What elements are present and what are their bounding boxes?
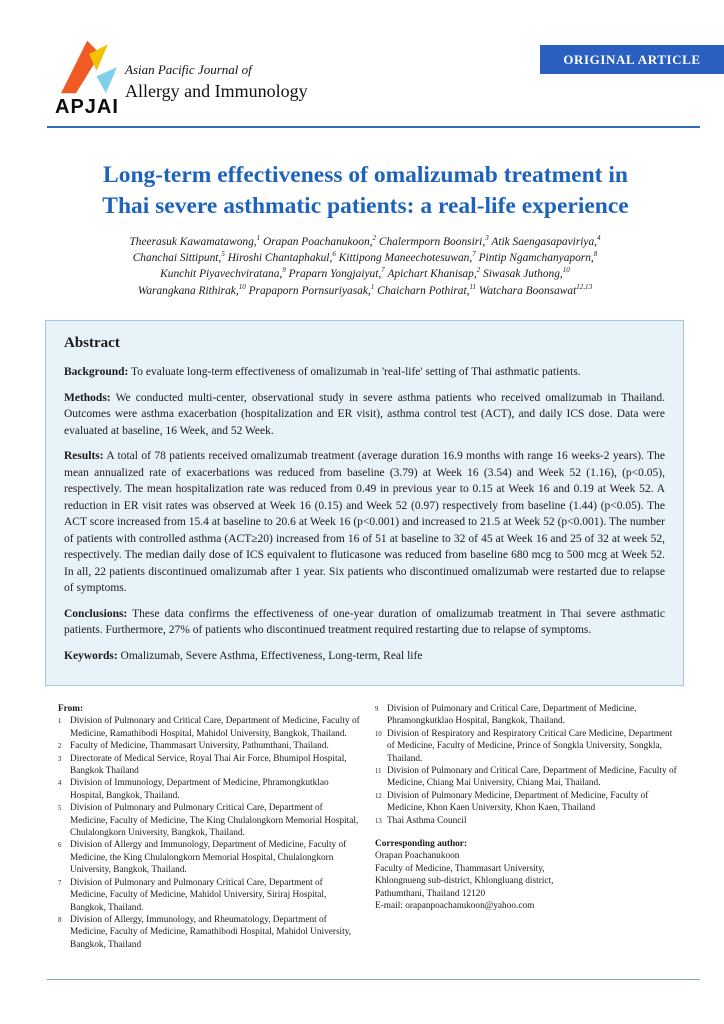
- article-type-badge: ORIGINAL ARTICLE: [540, 45, 724, 74]
- abstract-conclusions-label: Conclusions:: [64, 607, 128, 620]
- affiliation-item: 9 Division of Pulmonary and Critical Care, Department of Medicine, Phramongkutklao Hospital, Bangkok, Thailand.: [375, 704, 637, 727]
- affiliations-section: [58, 703, 678, 951]
- journal-name: [125, 62, 308, 103]
- article-title-line1: Long-term effectiveness of omalizumab treatment in: [103, 162, 628, 188]
- affiliation-list-right: [375, 703, 678, 827]
- affiliation-item: 8 Division of Allergy, Immunology, and Rheumatology, Department of Medicine, Faculty of Medicine, Ramathibodi Hospital, Mahidol University, Bangkok, Thailand: [58, 914, 352, 950]
- affiliation-item: 3 Directorate of Medical Service, Royal Thai Air Force, Bhumipol Hospital, Bangkok Thailand: [58, 753, 347, 777]
- author-list: [40, 234, 690, 299]
- corresponding-author-block: [375, 838, 678, 912]
- corresponding-author-line: Khlongnueng sub-district, Khlongluang district,: [375, 876, 554, 887]
- abstract-methods-text: We conducted multi-center, observational study in severe asthma patients who received omalizumab in Thailand. Outcomes were asthma exacerbation (hospitalization and ER visit), asthma control test (ACT), and daily ICS dose. Data were evaluated at baseline, 16 Week, and 52 Week.: [64, 391, 665, 437]
- abstract-keywords: [64, 648, 665, 665]
- author-line: Warangkana Rithirak,$^{10}$ Prapaporn Pornsuriyasak,$^1$ Chaicharn Pothirat,$^{11}$ Watchara Boonsawat$^{12,13}$: [137, 282, 593, 297]
- abstract-conclusions: [64, 606, 665, 639]
- corresponding-author-line: E-mail: orapanpoachanukoon@yahoo.com: [375, 901, 535, 912]
- journal-name-line1: Asian Pacific Journal of: [125, 62, 252, 77]
- affiliations-left-column: [58, 703, 361, 951]
- affiliation-item: 5 Division of Pulmonary and Pulmonary Critical Care, Department of Medicine, Faculty of Medicine, The King Chulalongkorn Memorial Hospital, Chulalongkorn University, Bangkok, Thailand.: [58, 803, 359, 839]
- article-title: [47, 160, 684, 222]
- article-title-line2: Thai severe asthmatic patients: a real-life experience: [102, 193, 629, 219]
- affiliation-item: 4 Division of Immunology, Department of Medicine, Phramongkutklao Hospital, Bangkok, Thailand.: [58, 778, 329, 801]
- author-line: Chanchai Sittipunt,$^5$ Hiroshi Chantaphakul,$^6$ Kittipong Maneechotesuwan,$^7$ Pintip Ngamchanyaporn,$^8$: [132, 250, 598, 265]
- corresponding-author-line: Orapan Poachanukoon: [375, 851, 460, 862]
- abstract-results: [64, 448, 665, 597]
- abstract-methods: [64, 390, 665, 440]
- affiliation-item: 13 Thai Asthma Council: [375, 815, 467, 826]
- abstract-results-text: A total of 78 patients received omalizumab treatment (average duration 16.9 months with range 16 weeks-2 years). The mean annualized rate of exacerbations was reduced from baseline (3.79) at Week 16 (3.54) and Week 52 (1.16), (p<0.05), respectively. The mean hospitalization rate was reduced from 0.49 in previous year to 0.15 at Week 16 and 0.19 at Week 52. A reduction in ER visit rates was observed at Week 16 (0.15) and Week 52 (0.97) respectively from baseline (1.44) (p<0.05). The ACT score increased from 15.4 at baseline to 20.6 at Week 16 (p<0.001) and increased to 21.5 at Week 52 (p<0.001). The number of patients with controlled asthma (ACT≥20) increased from 16 of 51 at baseline to 32 of 45 at Week 16 and 25 of 32 at week 52, respectively. The median daily dose of ICS equivalent to fluticasone was reduced from baseline 680 mcg to 500 mcg at Week 52. In all, 22 patients discontinued omalizumab after 1 year. Six patients who discontinued omalizumab were restarted due to relapse of symptoms.: [64, 450, 665, 594]
- abstract-background-label: Background:: [64, 366, 129, 378]
- abstract-results-label: Results:: [64, 450, 104, 462]
- footer-divider: [47, 979, 700, 980]
- affiliation-list-left: [58, 715, 361, 951]
- affiliation-item: 2 Faculty of Medicine, Thammasart University, Pathumthani, Thailand.: [58, 741, 329, 752]
- affiliation-item: 1 Division of Pulmonary and Critical Care, Department of Medicine, Faculty of Medicine, Ramathibodi Hospital, Mahidol University, Bangkok, Thailand.: [58, 716, 360, 739]
- affiliations-right-column: [375, 703, 678, 951]
- affiliation-item: 12 Division of Pulmonary Medicine, Department of Medicine, Faculty of Medicine, Khon Kaen University, Khon Kaen, Thailand: [375, 790, 649, 814]
- from-label: From:: [58, 704, 84, 714]
- header-divider: [47, 126, 700, 128]
- abstract-background: [64, 364, 665, 381]
- affiliation-item: 6 Division of Allergy and Immunology, Department of Medicine, Faculty of Medicine, the King Chulalongkorn Memorial Hospital, Chulalongkorn University, Bangkok, Thailand.: [58, 840, 347, 876]
- corresponding-author-line: Pathumthani, Thailand 12120: [375, 888, 486, 899]
- author-line: Theerasuk Kawamatawong,$^1$ Orapan Poachanukoon,$^2$ Chalermporn Boonsiri,$^3$ Atik Saengasapaviriya,$^4$: [129, 234, 601, 248]
- abstract-background-text: To evaluate long-term effectiveness of omalizumab in 'real-life' setting of Thai asthmatic patients.: [128, 366, 581, 378]
- abstract-section: [45, 320, 684, 686]
- abstract-heading: Abstract: [64, 335, 120, 351]
- corresponding-author-lines: [375, 850, 678, 912]
- journal-logo-text: APJAI: [55, 96, 119, 118]
- affiliation-item: 11 Division of Pulmonary and Critical Care, Department of Medicine, Faculty of Medicine, Chiang Mai University, Chiang Mai, Thailand.: [375, 766, 677, 789]
- affiliation-item: 10 Division of Respiratory and Respiratory Critical Care Medicine, Department of Medicine, Faculty of Medicine, Prince of Songkla University, Songkla, Thailand.: [375, 728, 673, 764]
- author-line: Kunchit Piyavechviratana,$^9$ Praparn Yongjaiyut,$^7$ Apichart Khanisap,$^2$ Siwasak Juthong,$^{10}$: [160, 266, 570, 281]
- abstract-keywords-text: Omalizumab, Severe Asthma, Effectiveness, Long-term, Real life: [117, 649, 423, 662]
- journal-name-line2: Allergy and Immunology: [125, 81, 308, 102]
- abstract-keywords-label: Keywords:: [64, 649, 118, 662]
- corresponding-author-heading: Corresponding author:: [375, 839, 468, 850]
- abstract-conclusions-text: These data confirms the effectiveness of one-year duration of omalizumab treatment in Thai severe asthmatic patients. Furthermore, 27% of patients who discontinued treatment required restarting due to relapse of symptoms.: [64, 607, 665, 636]
- affiliation-item: 7 Division of Pulmonary and Pulmonary Critical Care, Department of Medicine, Faculty of Medicine, Mahidol University, Siriraj Hospital, Bangkok, Thailand.: [58, 877, 327, 913]
- abstract-methods-label: Methods:: [64, 391, 111, 404]
- apjai-logo-icon: [61, 36, 119, 98]
- corresponding-author-line: Faculty of Medicine, Thammasart University,: [375, 863, 545, 874]
